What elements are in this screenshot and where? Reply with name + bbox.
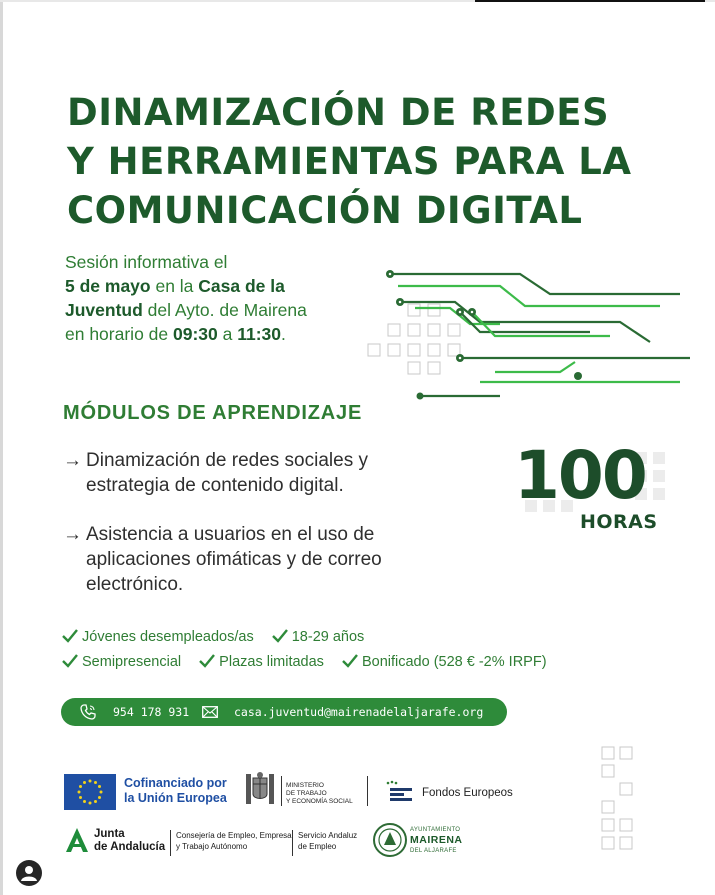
logo-divider [292, 830, 293, 856]
title-line: COMUNICACIÓN DIGITAL [67, 189, 583, 232]
mairena-top-text: AYUNTAMIENTO [410, 827, 461, 833]
session-to: a [217, 324, 238, 344]
pixel-decoration [598, 745, 648, 855]
eu-cofinanced-logo [64, 774, 232, 810]
tag-item [342, 654, 547, 670]
sae-text [298, 830, 357, 852]
session-place-2: Juventud [65, 300, 143, 320]
sae-line: Servicio Andaluz [298, 831, 358, 840]
session-schedule-pre: en horario de [65, 324, 173, 344]
consejeria-line: Consejería de Empleo, Empresa [176, 831, 292, 840]
consejeria-line: y Trabajo Autónomo [176, 842, 248, 851]
session-info [65, 250, 385, 346]
ministry-line: Y ECONOMÍA SOCIAL [286, 798, 353, 805]
phone-number[interactable]: 954 178 931 [113, 705, 190, 719]
session-period: . [281, 324, 286, 344]
session-line-1: Sesión informativa el [65, 252, 228, 272]
ministry-logo [240, 770, 365, 810]
module-line: Asistencia a usuarios en el uso de [86, 524, 375, 545]
tag-item [62, 654, 181, 670]
tag-item [199, 654, 324, 670]
mairena-sub-text: DEL ALJARAFE [410, 848, 457, 854]
check-icon [62, 654, 78, 668]
coat-of-arms-icon [240, 770, 280, 810]
module-line: electrónico. [86, 574, 184, 595]
session-in: en la [150, 276, 199, 296]
check-icon [342, 654, 358, 668]
eu-stars-icon [64, 774, 116, 810]
check-icon [272, 629, 288, 643]
tag-label: Semipresencial [82, 654, 182, 670]
module-line: Dinamización de redes sociales y [86, 450, 368, 471]
fondos-europeos-logo [382, 780, 542, 806]
tag-label: Plazas limitadas [219, 654, 324, 670]
session-line-2 [65, 274, 385, 298]
email-address[interactable]: casa.juventud@mairenadelaljarafe.org [234, 705, 484, 719]
hours-number: 100 [514, 437, 646, 514]
session-line-3 [65, 298, 385, 322]
mairena-seal-icon [372, 821, 408, 859]
user-icon [16, 860, 42, 886]
module-item [63, 448, 423, 498]
ministry-line: MINISTERIO [286, 782, 324, 789]
tags-row-1 [62, 629, 378, 645]
junta-line: Junta [94, 828, 125, 840]
poster-title [67, 88, 687, 235]
eu-line: la Unión Europea [124, 791, 227, 805]
tag-label: 18-29 años [291, 629, 365, 645]
junta-andalucia-logo [64, 826, 169, 858]
title-line: Y HERRAMIENTAS PARA LA [67, 140, 632, 183]
tag-item [272, 629, 365, 645]
module-line: estrategia de contenido digital. [86, 475, 344, 496]
modules-heading: MÓDULOS DE APRENDIZAJE [63, 402, 363, 424]
module-line: aplicaciones ofimáticas y de correo [86, 549, 382, 570]
arrow-icon: → [63, 450, 82, 471]
check-icon [62, 629, 78, 643]
avatar[interactable] [16, 860, 42, 886]
ministry-line: DE TRABAJO [286, 790, 327, 797]
logo-divider [170, 830, 171, 856]
session-place-1: Casa de la [198, 276, 285, 296]
fondos-europeos-icon [382, 780, 416, 806]
mail-icon [202, 706, 218, 718]
junta-line: de Andalucía [94, 841, 166, 853]
junta-icon [64, 826, 90, 854]
eu-line: Cofinanciado por [124, 776, 227, 790]
eu-text [124, 776, 227, 806]
session-place-tail: del Ayto. de Mairena [142, 300, 307, 320]
circuit-decoration [360, 262, 690, 412]
hours-label: HORAS [580, 511, 658, 533]
arrow-icon: → [63, 524, 82, 545]
eu-flag-icon [64, 774, 116, 810]
contact-bar [61, 698, 507, 726]
session-line-4 [65, 322, 385, 346]
logo-divider [367, 776, 368, 806]
mairena-logo [372, 821, 472, 861]
session-date: 5 de mayo [65, 276, 151, 296]
fondos-text: Fondos Europeos [422, 787, 513, 799]
top-frame-accent [475, 0, 705, 2]
ministry-text [286, 782, 353, 806]
session-end-time: 11:30 [237, 324, 282, 344]
tag-item [62, 629, 254, 645]
junta-text [94, 828, 165, 854]
tags-row-2 [62, 654, 561, 670]
consejeria-text [176, 830, 292, 852]
sae-line: de Empleo [298, 842, 337, 851]
check-icon [199, 654, 215, 668]
mairena-name: MAIRENA [410, 834, 463, 846]
tag-label: Jóvenes desempleados/as [82, 629, 254, 645]
title-line: DINAMIZACIÓN DE REDES [67, 91, 610, 134]
tag-label: Bonificado (528 € -2% IRPF) [361, 654, 547, 670]
phone-icon [80, 704, 96, 720]
module-item [63, 522, 463, 597]
session-start-time: 09:30 [173, 324, 218, 344]
left-frame-border [0, 0, 3, 895]
